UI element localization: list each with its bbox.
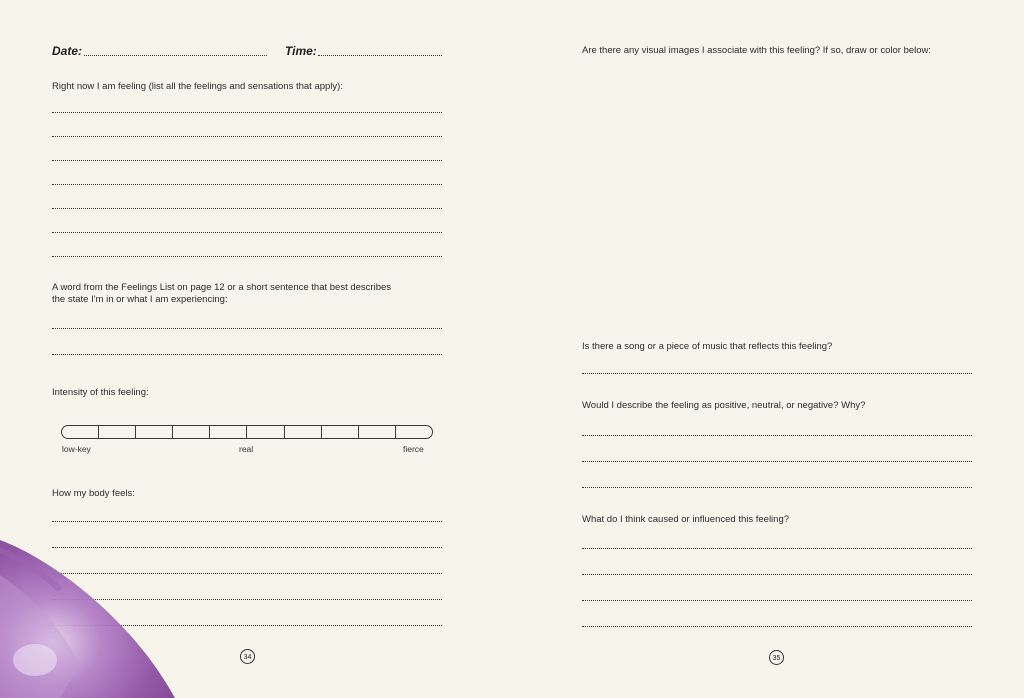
page-number-left: 34 bbox=[240, 649, 255, 664]
cause-prompt: What do I think caused or influenced this feeling? bbox=[582, 514, 790, 525]
scale-high-label: fierce bbox=[403, 444, 424, 454]
time-label: Time: bbox=[285, 44, 317, 58]
page-number-right: 35 bbox=[769, 650, 784, 665]
time-field[interactable] bbox=[318, 55, 442, 56]
scale-low-label: low-key bbox=[62, 444, 91, 454]
intensity-label: Intensity of this feeling: bbox=[52, 387, 149, 398]
scale-segment[interactable] bbox=[62, 426, 99, 438]
scale-segment[interactable] bbox=[136, 426, 173, 438]
intensity-scale[interactable] bbox=[61, 425, 433, 439]
cause-line[interactable] bbox=[582, 600, 972, 601]
word-line[interactable] bbox=[52, 328, 442, 329]
drawing-area[interactable] bbox=[582, 64, 972, 324]
scale-segment[interactable] bbox=[99, 426, 136, 438]
feeling-line[interactable] bbox=[52, 136, 442, 137]
scale-segment[interactable] bbox=[210, 426, 247, 438]
scale-segment[interactable] bbox=[285, 426, 322, 438]
word-line[interactable] bbox=[52, 354, 442, 355]
visual-prompt: Are there any visual images I associate with this feeling? If so, draw or color below: bbox=[582, 45, 932, 56]
feeling-prompt: Right now I am feeling (list all the feelings and sensations that apply): bbox=[52, 81, 343, 92]
describe-line[interactable] bbox=[582, 487, 972, 488]
date-label: Date: bbox=[52, 44, 83, 58]
watercolor-decoration bbox=[0, 535, 180, 698]
date-field[interactable] bbox=[84, 55, 267, 56]
cause-line[interactable] bbox=[582, 626, 972, 627]
scale-segment[interactable] bbox=[396, 426, 432, 438]
feeling-line[interactable] bbox=[52, 256, 442, 257]
describe-line[interactable] bbox=[582, 461, 972, 462]
word-prompt-line2: the state I'm in or what I am experiencing: bbox=[52, 294, 228, 305]
word-prompt-line1: A word from the Feelings List on page 12 or a short sentence that best describes bbox=[52, 282, 392, 293]
body-prompt: How my body feels: bbox=[52, 488, 135, 499]
feeling-line[interactable] bbox=[52, 112, 442, 113]
feeling-line[interactable] bbox=[52, 184, 442, 185]
feeling-line[interactable] bbox=[52, 232, 442, 233]
song-prompt: Is there a song or a piece of music that reflects this feeling? bbox=[582, 341, 833, 352]
scale-mid-label: real bbox=[239, 444, 254, 454]
song-line[interactable] bbox=[582, 373, 972, 374]
feeling-line[interactable] bbox=[52, 160, 442, 161]
describe-line[interactable] bbox=[582, 435, 972, 436]
feeling-line[interactable] bbox=[52, 208, 442, 209]
scale-segment[interactable] bbox=[322, 426, 359, 438]
scale-segment[interactable] bbox=[173, 426, 210, 438]
describe-prompt: Would I describe the feeling as positive, neutral, or negative? Why? bbox=[582, 400, 866, 411]
body-line[interactable] bbox=[52, 521, 442, 522]
cause-line[interactable] bbox=[582, 548, 972, 549]
cause-line[interactable] bbox=[582, 574, 972, 575]
scale-segment[interactable] bbox=[359, 426, 396, 438]
scale-segment[interactable] bbox=[247, 426, 284, 438]
right-page bbox=[512, 0, 1024, 698]
